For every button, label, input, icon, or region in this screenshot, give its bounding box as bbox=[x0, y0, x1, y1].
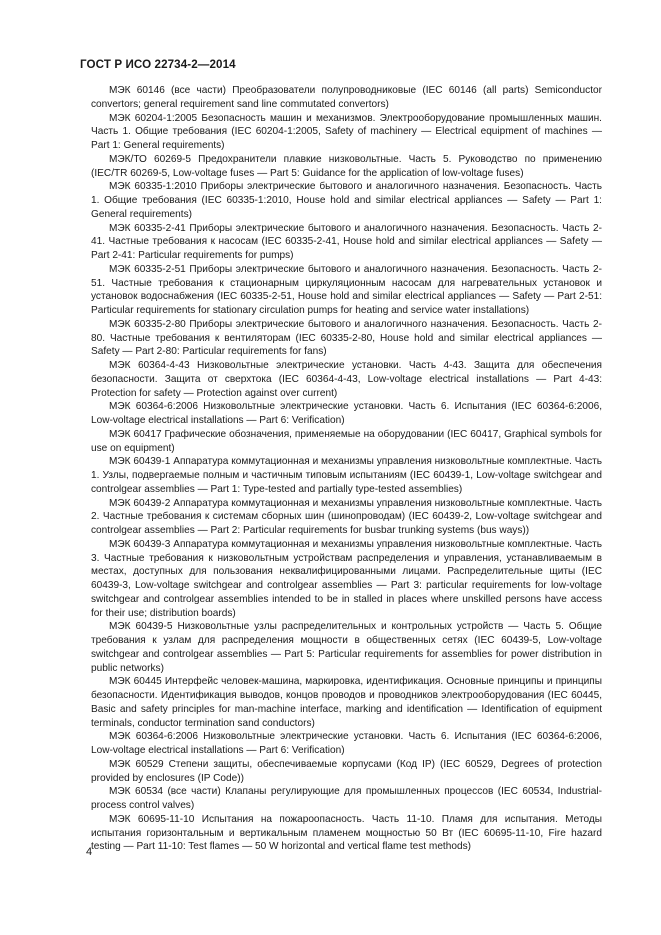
reference-item: МЭК 60445 Интерфейс человек-машина, маркировка, идентификация. Основные принципы и принципы безопасности. Идентификация выводов, концов проводов и проводников электрооборудования (IEC 60445, Basic and safety principles for man-machine interface, marking and identification — Identification of equipment terminals, conductor termination sand conductors) bbox=[91, 676, 602, 729]
reference-item: МЭК 60439-2 Аппаратура коммутационная и механизмы управления низковольтные комплектные. Часть 2. Частные требования к системам сборных шин (шинопроводам) (IEC 60439-2, Low-voltage switchgear and controlgear assemblies — Part 2: Particular requirements for busbar trunking systems (bus ways)) bbox=[91, 497, 602, 536]
reference-item: МЭК 60335-2-41 Приборы электрические бытового и аналогичного назначения. Безопасность. Часть 2-41. Частные требования к насосам (IEC 60335-2-41, House hold and similar electrical appliances — Safety — Part 2-41: Particular requirements for pumps) bbox=[91, 222, 602, 261]
reference-item: МЭК 60146 (все части) Преобразователи полупроводниковые (IEC 60146 (all parts) Semiconductor convertors; general requirement sand line commutated convertors) bbox=[91, 85, 602, 110]
reference-item: МЭК 60534 (все части) Клапаны регулирующие для промышленных процессов (IEC 60534, Industrial-process control valves) bbox=[91, 786, 602, 811]
reference-item: МЭК 60335-2-51 Приборы электрические бытового и аналогичного назначения. Безопасность. Часть 2-51. Частные требования к стационарным циркуляционным насосам для нагревательных установок и установок водоснабжения (IEC 60335-2-51, House hold and similar electrical appliances — Safety — Part 2-51: Particular requirements for stationary circulation pumps for heating and service water installations) bbox=[91, 263, 602, 316]
document-header: ГОСТ Р ИСО 22734-2—2014 bbox=[80, 58, 236, 71]
reference-item: МЭК 60335-1:2010 Приборы электрические бытового и аналогичного назначения. Безопасность. Часть 1. Общие требования (IEC 60335-1:2010, House hold and similar electrical appliances — Safety — Part 1: General requirements) bbox=[91, 181, 602, 220]
references-list bbox=[91, 84, 602, 854]
reference-item: МЭК 60364-6:2006 Низковольтные электрические установки. Часть 6. Испытания (IEC 60364-6:2006, Low-voltage electrical installations — Part 6: Verification) bbox=[91, 731, 602, 756]
reference-item: МЭК 60335-2-80 Приборы электрические бытового и аналогичного назначения. Безопасность. Часть 2-80. Частные требования к вентиляторам (IEC 60335-2-80, House hold and similar electrical appliances — Safety — Part 2-80: Particular requirements for fans) bbox=[91, 318, 602, 358]
reference-item: МЭК 60439-1 Аппаратура коммутационная и механизмы управления низковольтные комплектные. Часть 1. Узлы, подвергаемые полным и частичным типовым испытаниям (IEC 60439-1, Low-voltage switchgear and controlgear assemblies — Part 1: Type-tested and partially type-tested assemblies) bbox=[91, 456, 602, 495]
reference-item: МЭК 60529 Степени защиты, обеспечиваемые корпусами (Код IP) (IEC 60529, Degrees of protection provided by enclosures (IP Code)) bbox=[91, 758, 602, 784]
reference-item: МЭК 60364-6:2006 Низковольтные электрические установки. Часть 6. Испытания (IEC 60364-6:2006, Low-voltage electrical installations — Part 6: Verification) bbox=[91, 401, 602, 426]
reference-item: МЭК 60695-11-10 Испытания на пожароопасность. Часть 11-10. Пламя для испытания. Методы испытания горизонтальным и вертикальным пламенем мощностью 50 Вт (IEC 60695-11-10, Fire hazard testing — Part 11-10: Test flames — 50 W horizontal and vertical flame test methods) bbox=[91, 813, 602, 853]
page-number: 4 bbox=[86, 846, 93, 858]
reference-item: МЭК 60439-5 Низковольтные узлы распределительных и контрольных устройств — Часть 5. Общие требования к узлам для распределения мощности в общественных сетях (IEC 60439-5, Low-voltage switchgear and controlgear assemblies — Part 5: Particular requirements for assemblies for power distribution in public networks) bbox=[91, 621, 602, 674]
reference-item: МЭК 60364-4-43 Низковольтные электрические установки. Часть 4-43. Защита для обеспечения безопасности. Защита от сверхтока (IEC 60364-4-43, Low-voltage electrical installations — Part 4-43: Protection for safety — Protection against over current) bbox=[91, 360, 602, 399]
reference-item: МЭК 60417 Графические обозначения, применяемые на оборудовании (IEC 60417, Graphical symbols for use on equipment) bbox=[91, 428, 602, 454]
reference-item: МЭК 60439-3 Аппаратура коммутационная и механизмы управления низковольтные комплектные. Часть 3. Частные требования к низковольтным устройствам распределения и управления, устанавливаемым в местах, доступных для пользования неквалифицированными лицами. Распределительные щиты (IEC 60439-3, Low-voltage switchgear and controlgear assemblies — Part 3: particular requirements for low-voltage switchgear and controlgear assemblies intended to be in stalled in places where unskilled persons have access for their use; distribution boards) bbox=[91, 538, 602, 619]
reference-item: МЭК/ТО 60269-5 Предохранители плавкие низковольтные. Часть 5. Руководство по применению (IEC/TR 60269-5, Low-voltage fuses — Part 5: Guidance for the application of low-voltage fuses) bbox=[91, 153, 602, 179]
reference-item: МЭК 60204-1:2005 Безопасность машин и механизмов. Электрооборудование промышленных машин. Часть 1. Общие требования (IEC 60204-1:2005, Safety of machinery — Electrical equipment of machines — Part 1: General requirements) bbox=[91, 112, 602, 151]
